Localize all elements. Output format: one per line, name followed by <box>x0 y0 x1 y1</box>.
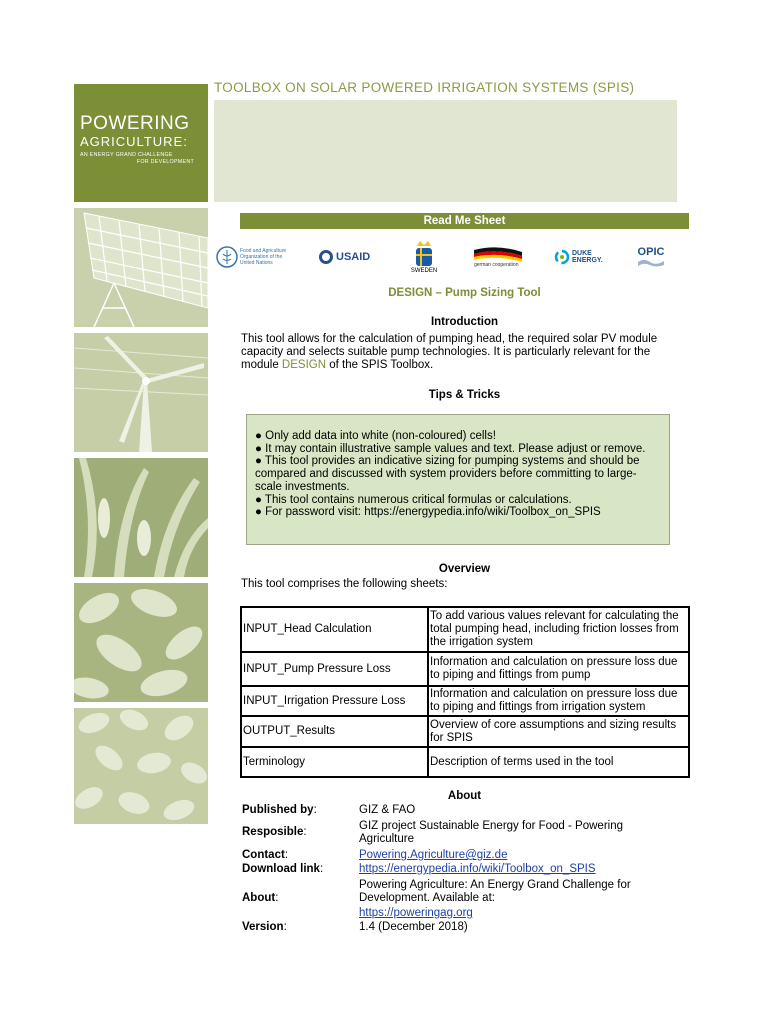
german-cooperation-logo <box>474 236 534 278</box>
responsible-label: Resposible <box>242 826 304 838</box>
tips-box <box>246 414 670 545</box>
german-flag-icon <box>474 246 522 262</box>
intro-text-end: of the SPIS Toolbox. <box>326 359 434 371</box>
read-me-banner: Read Me Sheet <box>240 213 689 229</box>
solar-panel-image <box>74 208 208 327</box>
sweden-logo <box>404 236 444 278</box>
sheet-name: Terminology <box>241 747 428 777</box>
introduction-heading: Introduction <box>430 316 499 328</box>
about-value: Powering Agriculture: An Energy Grand Challenge for Development. Available at: <box>359 879 631 904</box>
introduction-text <box>241 333 689 372</box>
leaves-image <box>74 583 208 702</box>
sheet-description: Description of terms used in the tool <box>428 747 689 777</box>
brand-line-2: AGRICULTURE: <box>80 134 188 149</box>
about-heading: About <box>447 790 482 802</box>
sweden-crown-icon <box>413 240 435 268</box>
sweden-logo-text: SWEDEN <box>410 268 438 274</box>
contact-email-link[interactable]: Powering.Agriculture@giz.de <box>359 849 508 861</box>
contact-label: Contact <box>242 849 285 861</box>
opic-globe-icon <box>636 258 666 268</box>
published-value: GIZ & FAO <box>359 804 416 816</box>
table-row <box>241 607 689 652</box>
published-label: Published by <box>242 804 314 816</box>
title-box <box>214 100 677 202</box>
usaid-logo-text: USAID <box>336 251 371 263</box>
corn-plant-image <box>74 458 208 577</box>
sheet-name: OUTPUT_Results <box>241 716 428 747</box>
sheet-name: INPUT_Pump Pressure Loss <box>241 652 428 686</box>
sheet-description: To add various values relevant for calculating the total pumping head, including friction losses from the irrigation system <box>428 607 689 652</box>
brand-line-4: FOR DEVELOPMENT <box>136 159 194 165</box>
tool-name: DESIGN – Pump Sizing Tool <box>388 287 541 299</box>
fao-emblem-icon <box>216 246 238 268</box>
brand-line-1: POWERING <box>80 113 190 134</box>
tip-item: ● It may contain illustrative sample values and text. Please adjust or remove. <box>255 442 646 455</box>
tip-item: ● This tool provides an indicative sizing for pumping systems and should be compared and discussed with system providers before committing to large-scale investments. <box>255 455 640 493</box>
design-module-link[interactable]: DESIGN <box>281 359 327 371</box>
seeds-image <box>74 708 208 824</box>
toolbox-title: TOOLBOX ON SOLAR POWERED IRRIGATION SYSTEMS (SPIS) <box>214 80 635 95</box>
poweringag-link[interactable]: https://poweringag.org <box>359 907 473 919</box>
version-value: 1.4 (December 2018) <box>359 921 468 933</box>
download-link[interactable]: https://energypedia.info/wiki/Toolbox_on_SPIS <box>359 863 596 875</box>
tip-item: ● This tool contains numerous critical formulas or calculations. <box>255 493 572 506</box>
duke-energy-logo <box>554 236 614 278</box>
about-label: About <box>242 892 276 904</box>
fao-logo-text: Food and Agriculture Organization of the United Nations <box>240 248 287 266</box>
tip-item: ● Only add data into white (non-coloured) cells! <box>255 430 496 442</box>
sheet-description: Information and calculation on pressure loss due to piping and fittings from irrigation system <box>428 686 689 716</box>
sheet-description: Information and calculation on pressure loss due to piping and fittings from pump <box>428 652 689 686</box>
download-label: Download link <box>242 863 320 875</box>
powering-agriculture-logo <box>74 84 208 202</box>
wind-turbine-image <box>74 333 208 452</box>
duke-energy-text: DUKE ENERGY. <box>572 250 603 264</box>
usaid-logo <box>318 236 378 278</box>
table-row <box>241 716 689 747</box>
fao-logo <box>216 236 298 278</box>
version-label: Version <box>242 921 284 933</box>
table-row <box>241 652 689 686</box>
overview-text: This tool comprises the following sheets: <box>241 578 448 590</box>
sheets-table <box>240 606 690 778</box>
opic-logo-text: OPIC <box>637 246 665 258</box>
opic-logo <box>634 236 668 278</box>
brand-line-3: AN ENERGY GRAND CHALLENGE <box>80 152 173 158</box>
tips-heading: Tips & Tricks <box>428 389 501 401</box>
responsible-value: GIZ project Sustainable Energy for Food - Powering Agriculture <box>359 820 623 845</box>
duke-energy-swirl-icon <box>554 249 570 265</box>
usaid-seal-icon <box>318 249 334 265</box>
tip-item: ● For password visit: https://energypedia.info/wiki/Toolbox_on_SPIS <box>255 506 601 519</box>
partner-logos <box>216 236 686 278</box>
sheet-description: Overview of core assumptions and sizing results for SPIS <box>428 716 689 747</box>
intro-text-start: This tool allows for the calculation of pumping head, the required solar PV module capacity and selects suitable pump technologies. It is particularly relevant for the module <box>241 333 658 371</box>
sheet-name: INPUT_Irrigation Pressure Loss <box>241 686 428 716</box>
overview-heading: Overview <box>438 563 491 575</box>
german-cooperation-text: german cooperation <box>474 262 519 268</box>
sheet-name: INPUT_Head Calculation <box>241 607 428 652</box>
table-row <box>241 747 689 777</box>
table-row <box>241 686 689 716</box>
